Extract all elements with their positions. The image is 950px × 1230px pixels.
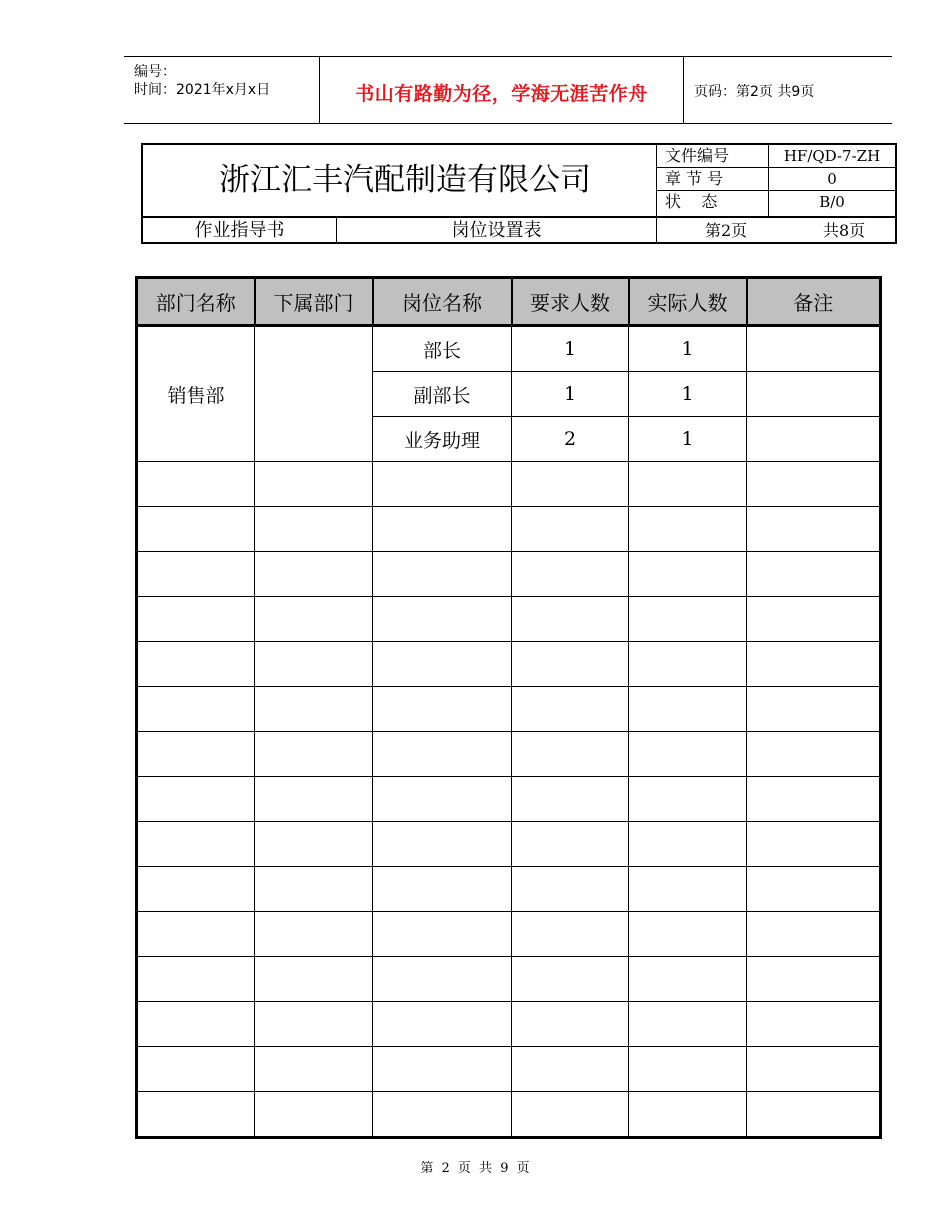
empty-cell (137, 552, 255, 597)
empty-cell (629, 687, 747, 732)
empty-cell (747, 1002, 881, 1047)
empty-cell (747, 552, 881, 597)
empty-table-row (137, 642, 881, 687)
empty-table-row (137, 1092, 881, 1138)
empty-cell (629, 957, 747, 1002)
meta-value: 0 (827, 170, 837, 188)
empty-cell (137, 507, 255, 552)
empty-cell (137, 1047, 255, 1092)
doc-type: 作业指导书 (143, 218, 337, 242)
empty-cell (255, 777, 373, 822)
empty-table-row (137, 687, 881, 732)
actual-cell: 1 (629, 417, 747, 462)
empty-cell (629, 597, 747, 642)
motto: 书山有路勤为径，学海无涯苦作舟 (355, 83, 648, 105)
empty-cell (137, 777, 255, 822)
empty-cell (629, 462, 747, 507)
empty-cell (373, 867, 512, 912)
empty-cell (747, 597, 881, 642)
empty-cell (137, 912, 255, 957)
empty-table-row (137, 732, 881, 777)
empty-cell (512, 957, 629, 1002)
time-line: 时间：2021年x月x日 (134, 82, 271, 98)
empty-cell (747, 822, 881, 867)
empty-cell (629, 507, 747, 552)
empty-cell (512, 777, 629, 822)
empty-cell (255, 687, 373, 732)
empty-cell (255, 552, 373, 597)
empty-cell (512, 912, 629, 957)
empty-cell (373, 777, 512, 822)
empty-cell (629, 1092, 747, 1138)
header-actual: 实际人数 (629, 278, 747, 326)
empty-cell (629, 822, 747, 867)
empty-cell (629, 732, 747, 777)
motto-cell (320, 57, 684, 123)
empty-cell (629, 912, 747, 957)
remarks-cell (747, 326, 881, 372)
required-cell: 2 (512, 417, 629, 462)
running-header (124, 56, 892, 124)
empty-cell (747, 687, 881, 732)
empty-table-row (137, 867, 881, 912)
empty-cell (512, 597, 629, 642)
empty-cell (747, 507, 881, 552)
empty-table-row (137, 507, 881, 552)
post-cell: 部长 (373, 326, 512, 372)
empty-cell (747, 867, 881, 912)
post-cell: 业务助理 (373, 417, 512, 462)
header-post: 岗位名称 (373, 278, 512, 326)
document-title-row (143, 216, 895, 242)
meta-value: B/0 (819, 193, 845, 211)
meta-label: 状 态 (657, 191, 769, 216)
empty-cell (747, 1092, 881, 1138)
empty-cell (512, 822, 629, 867)
empty-cell (747, 642, 881, 687)
empty-cell (629, 1047, 747, 1092)
meta-row-chapter (657, 168, 895, 191)
meta-label: 文件编号 (657, 145, 769, 167)
meta-row-file-number (657, 145, 895, 168)
empty-cell (629, 642, 747, 687)
empty-cell (373, 822, 512, 867)
empty-cell (512, 552, 629, 597)
empty-cell (255, 732, 373, 777)
empty-table-row (137, 912, 881, 957)
empty-cell (255, 957, 373, 1002)
header-required: 要求人数 (512, 278, 629, 326)
table-header-row (137, 278, 881, 326)
empty-cell (373, 552, 512, 597)
empty-cell (137, 642, 255, 687)
empty-cell (137, 822, 255, 867)
empty-table-row (137, 1047, 881, 1092)
page-cell (684, 57, 892, 123)
header-remarks: 备注 (747, 278, 881, 326)
empty-cell (255, 912, 373, 957)
post-setup-table (135, 276, 882, 1139)
empty-cell (747, 732, 881, 777)
empty-cell (255, 462, 373, 507)
empty-cell (373, 687, 512, 732)
empty-table-row (137, 597, 881, 642)
empty-cell (373, 507, 512, 552)
empty-cell (137, 867, 255, 912)
empty-cell (373, 912, 512, 957)
empty-table-row (137, 777, 881, 822)
document-meta (657, 145, 895, 216)
empty-cell (629, 777, 747, 822)
empty-table-row (137, 822, 881, 867)
empty-cell (373, 642, 512, 687)
sub-department-cell (255, 326, 373, 462)
empty-cell (512, 732, 629, 777)
empty-cell (137, 1002, 255, 1047)
empty-table-row (137, 552, 881, 597)
empty-table-row (137, 1002, 881, 1047)
empty-cell (137, 957, 255, 1002)
empty-cell (137, 597, 255, 642)
remarks-cell (747, 417, 881, 462)
header-info-cell (124, 57, 320, 123)
empty-cell (373, 1047, 512, 1092)
empty-cell (373, 957, 512, 1002)
empty-cell (137, 732, 255, 777)
empty-cell (629, 867, 747, 912)
empty-cell (255, 822, 373, 867)
empty-cell (373, 732, 512, 777)
doc-pages (657, 218, 895, 242)
empty-table-row (137, 462, 881, 507)
empty-cell (255, 867, 373, 912)
empty-cell (512, 507, 629, 552)
empty-cell (255, 597, 373, 642)
required-cell: 1 (512, 326, 629, 372)
empty-cell (629, 552, 747, 597)
page-footer: 第 2 页 共 9 页 (420, 1161, 530, 1176)
empty-cell (512, 462, 629, 507)
empty-cell (373, 597, 512, 642)
empty-cell (512, 867, 629, 912)
company-box (141, 143, 897, 244)
empty-cell (747, 462, 881, 507)
empty-cell (512, 1092, 629, 1138)
required-cell: 1 (512, 372, 629, 417)
empty-cell (512, 1002, 629, 1047)
number-label: 编号： (134, 64, 176, 80)
empty-cell (137, 687, 255, 732)
department-cell: 销售部 (137, 326, 255, 462)
company-name: 浙江汇丰汽配制造有限公司 (143, 145, 657, 216)
empty-cell (255, 642, 373, 687)
empty-cell (373, 1002, 512, 1047)
empty-cell (373, 1092, 512, 1138)
empty-cell (137, 1092, 255, 1138)
header-sub-department: 下属部门 (255, 278, 373, 326)
empty-cell (747, 912, 881, 957)
empty-cell (512, 687, 629, 732)
empty-cell (137, 462, 255, 507)
meta-value: HF/QD-7-ZH (783, 147, 881, 165)
empty-cell (512, 642, 629, 687)
empty-cell (255, 1002, 373, 1047)
doc-total-pages: 共8页 (823, 221, 866, 240)
actual-cell: 1 (629, 326, 747, 372)
empty-table-row (137, 957, 881, 1002)
table-row (137, 326, 881, 372)
meta-label: 章 节 号 (657, 168, 769, 190)
post-cell: 副部长 (373, 372, 512, 417)
meta-row-status (657, 191, 895, 216)
empty-cell (373, 462, 512, 507)
empty-cell (747, 1047, 881, 1092)
empty-cell (629, 1002, 747, 1047)
remarks-cell (747, 372, 881, 417)
empty-cell (255, 1092, 373, 1138)
empty-cell (512, 1047, 629, 1092)
empty-cell (747, 777, 881, 822)
doc-title: 岗位设置表 (337, 218, 657, 242)
doc-page: 第2页 (705, 221, 748, 240)
empty-cell (255, 1047, 373, 1092)
empty-cell (255, 507, 373, 552)
empty-cell (747, 957, 881, 1002)
actual-cell: 1 (629, 372, 747, 417)
header-department: 部门名称 (137, 278, 255, 326)
header-page-number: 页码：第2页 共9页 (694, 84, 815, 100)
